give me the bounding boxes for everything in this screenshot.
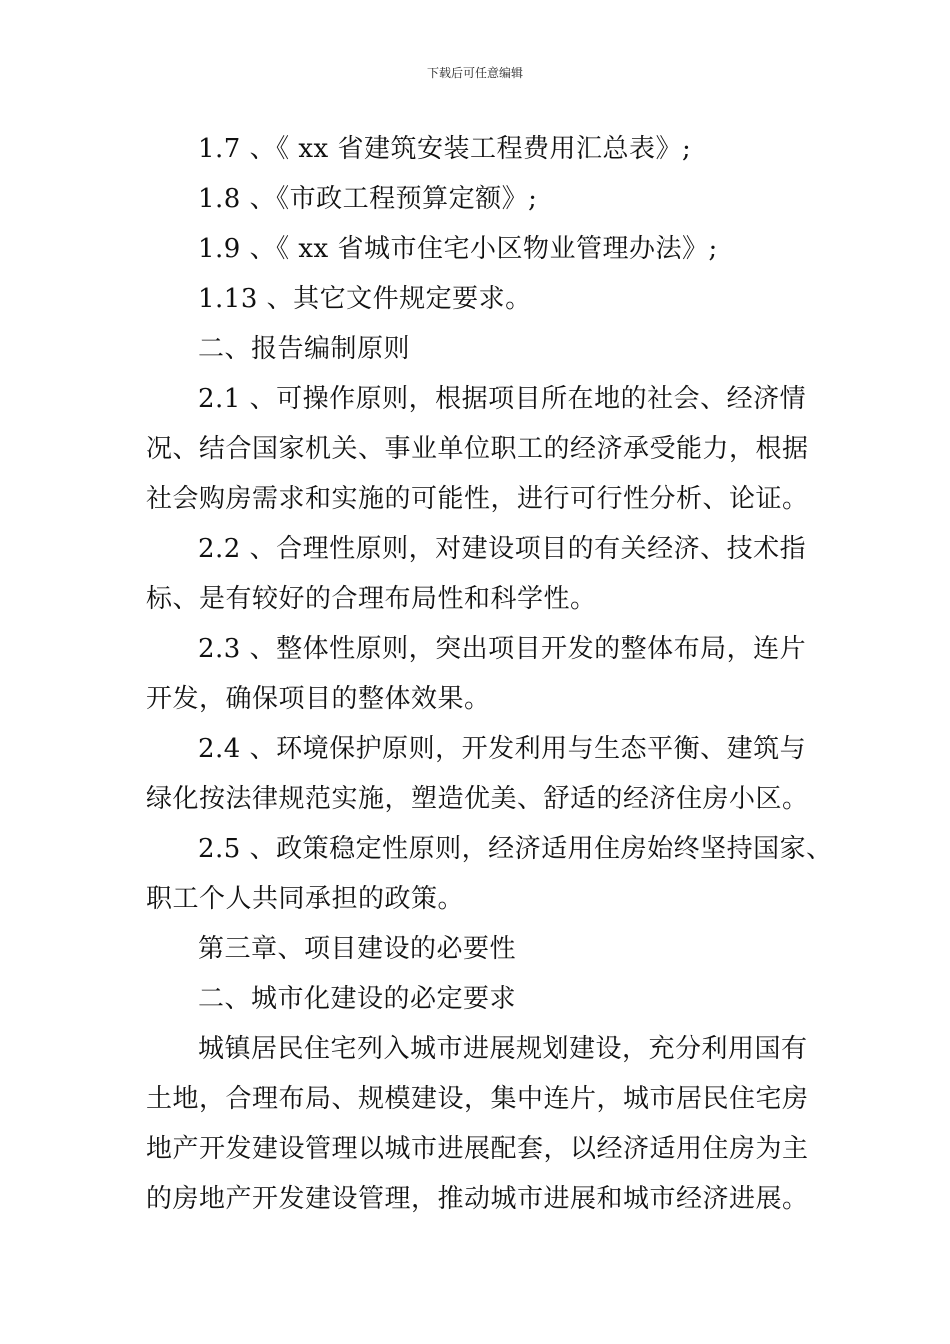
text-line: 2.2 、合理性原则，对建设项目的有关经济、技术指	[198, 534, 807, 564]
page-header: 下载后可任意编辑	[426, 66, 523, 80]
text-line: 标、是有较好的合理布局性和科学性。	[146, 584, 597, 614]
document-body	[146, 124, 833, 1224]
text-line: 开发，确保项目的整体效果。	[146, 684, 491, 714]
text-line: 2.5 、政策稳定性原则，经济适用住房始终坚持国家、	[198, 834, 833, 864]
text-line: 绿化按法律规范实施，塑造优美、舒适的经济住房小区。	[146, 784, 809, 814]
text-line: 城镇居民住宅列入城市进展规划建设，充分利用国有	[198, 1034, 808, 1064]
text-line: 社会购房需求和实施的可能性，进行可行性分析、论证。	[146, 484, 809, 514]
text-line: 2.3 、整体性原则，突出项目开发的整体布局，连片	[198, 634, 807, 664]
text-line: 1.13 、其它文件规定要求。	[198, 284, 532, 314]
text-line: 1.9 、《 xx 省城市住宅小区物业管理办法》;	[198, 234, 718, 264]
text-line: 土地，合理布局、规模建设，集中连片，城市居民住宅房	[146, 1084, 809, 1114]
text-line: 1.8 、《市政工程预算定额》;	[198, 184, 538, 214]
text-line: 2.1 、可操作原则，根据项目所在地的社会、经济情	[198, 384, 807, 414]
section-heading: 二、城市化建设的必定要求	[198, 984, 517, 1014]
text-line: 地产开发建设管理以城市进展配套，以经济适用住房为主	[146, 1134, 809, 1164]
text-line: 况、结合国家机关、事业单位职工的经济承受能力，根据	[146, 434, 809, 464]
text-line: 职工个人共同承担的政策。	[146, 884, 465, 914]
text-line: 2.4 、环境保护原则，开发利用与生态平衡、建筑与	[198, 734, 807, 764]
text-line: 1.7 、《 xx 省建筑安装工程费用汇总表》;	[198, 134, 692, 164]
chapter-heading: 第三章、项目建设的必要性	[198, 934, 517, 964]
section-heading: 二、报告编制原则	[198, 334, 411, 364]
text-line: 的房地产开发建设管理，推动城市进展和城市经济进展。	[146, 1184, 809, 1214]
